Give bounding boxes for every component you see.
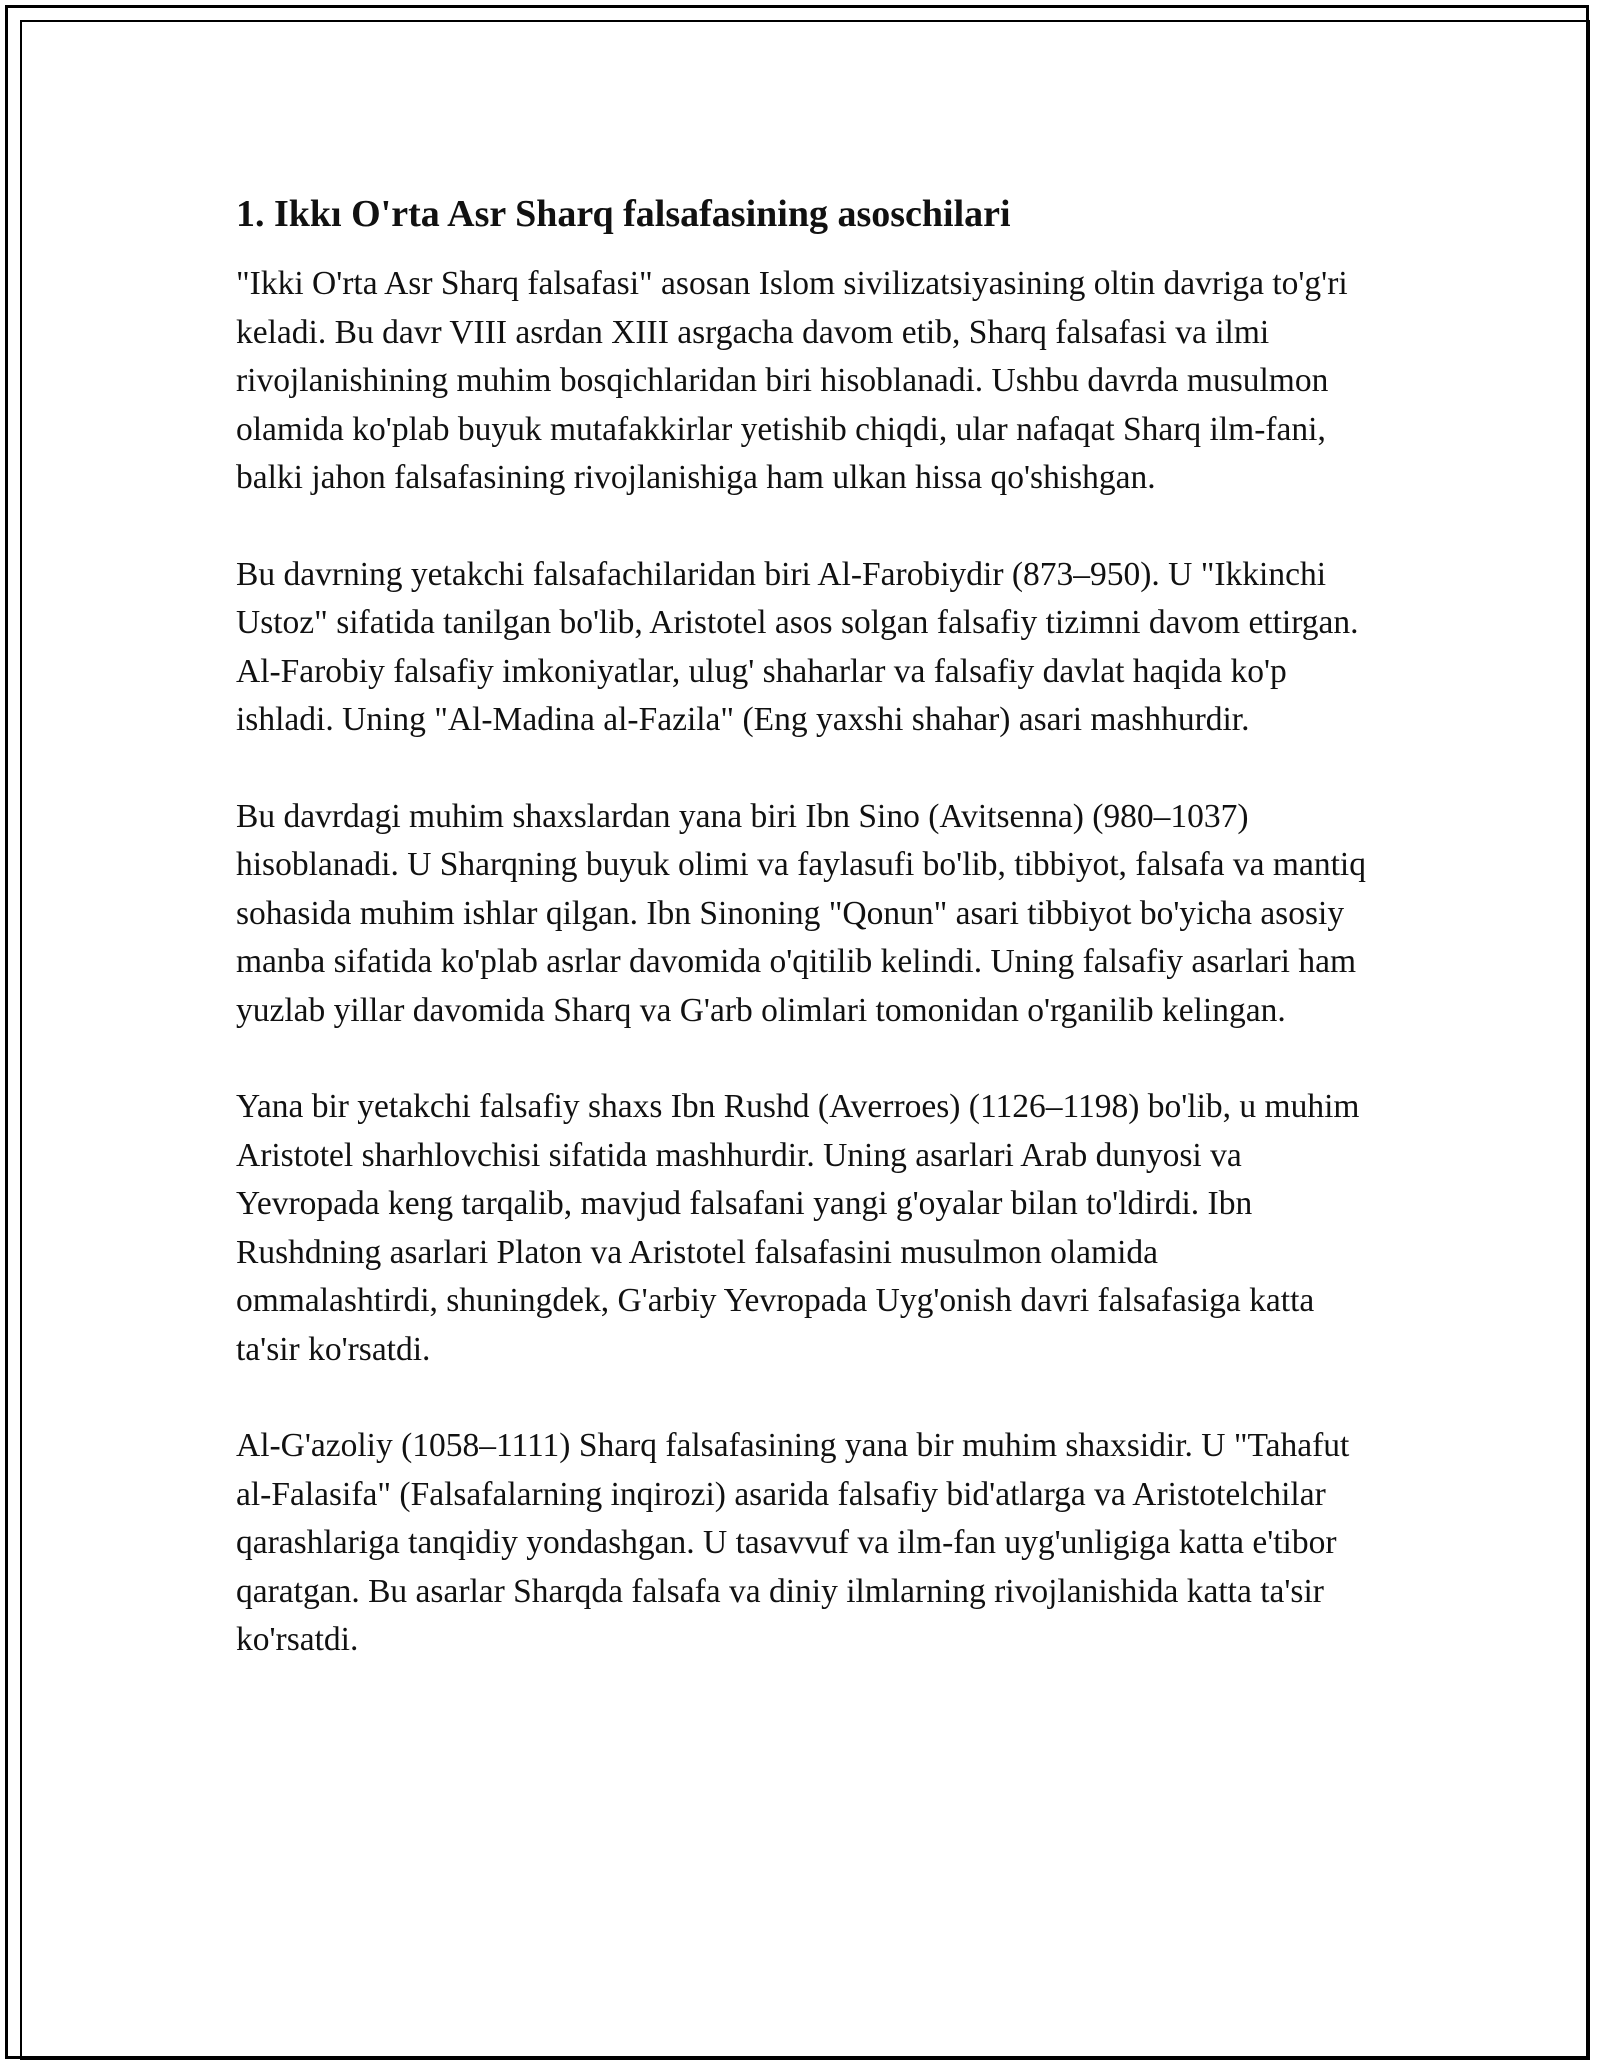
paragraph-al-farobiy: Bu davrning yetakchi falsafachilaridan biri Al-Farobiydir (873–950). U "Ikkinchi Ustoz" sifatida tanilgan bo'lib, Aristotel asos solgan falsafiy tizimni davom ettirgan. Al-Farobiy falsafiy imkoniyatlar, ulug' shaharlar va falsafiy davlat haqida ko'p ishladi. Uning "Al-Madina al-Fazila" (Eng yaxshi shahar) asari mashhurdir.: [236, 555, 1359, 738]
paragraph-ibn-sino: Bu davrdagi muhim shaxslardan yana biri Ibn Sino (Avitsenna) (980–1037) hisoblanadi. U Sharqning buyuk olimi va faylasufi bo'lib, tibbiyot, falsafa va mantiq sohasida muhim ishlar qilgan. Ibn Sinoning "Qonun" asari tibbiyot bo'yicha asosiy manba sifatida ko'plab asrlar davomida o'qitilib kelindi. Uning falsafiy asarlari ham yuzlab yillar davomida Sharq va G'arb olimlari tomonidan o'rganilib kelingan.: [236, 797, 1366, 1029]
paragraph-ibn-rushd: Yana bir yetakchi falsafiy shaxs Ibn Rushd (Averroes) (1126–1198) bo'lib, u muhim Aristotel sharhlovchisi sifatida mashhurdir. Uning asarlari Arab dunyosi va Yevropada keng tarqalib, mavjud falsafani yangi g'oyalar bilan to'ldirdi. Ibn Rushdning asarlari Platon va Aristotel falsafasini musulmon olamida ommalashtirdi, shuningdek, G'arbiy Yevropada Uyg'onish davri falsafasiga katta ta'sir ko'rsatdi.: [236, 1088, 1360, 1368]
section-heading: 1. Ikkı O'rta Asr Sharq falsafasining asoschilari: [236, 193, 1011, 235]
document-body: [236, 190, 1366, 1713]
paragraph-intro: "Ikki O'rta Asr Sharq falsafasi" asosan Islom sivilizatsiyasining oltin davriga to'g'ri keladi. Bu davr VIII asrdan XIII asrgacha davom etib, Sharq falsafasi va ilmi rivojlanishining muhim bosqichlaridan biri hisoblanadi. Ushbu davrda musulmon olamida ko'plab buyuk mutafakkirlar yetishib chiqdi, ular nafaqat Sharq ilm-fani, balki jahon falsafasining rivojlanishiga ham ulkan hissa qo'shishgan.: [236, 265, 1348, 496]
paragraph-al-gazoliy: Al-G'azoliy (1058–1111) Sharq falsafasining yana bir muhim shaxsidir. U "Tahafut al-Falasifa" (Falsafalarning inqirozi) asarida falsafiy bid'atlarga va Aristotelchilar qarashlariga tanqidiy yondashgan. U tasavvuf va ilm-fan uyg'unligiga katta e'tibor qaratgan. Bu asarlar Sharqda falsafa va diniy ilmlarning rivojlanishida katta ta'sir ko'rsatdi.: [236, 1427, 1350, 1658]
